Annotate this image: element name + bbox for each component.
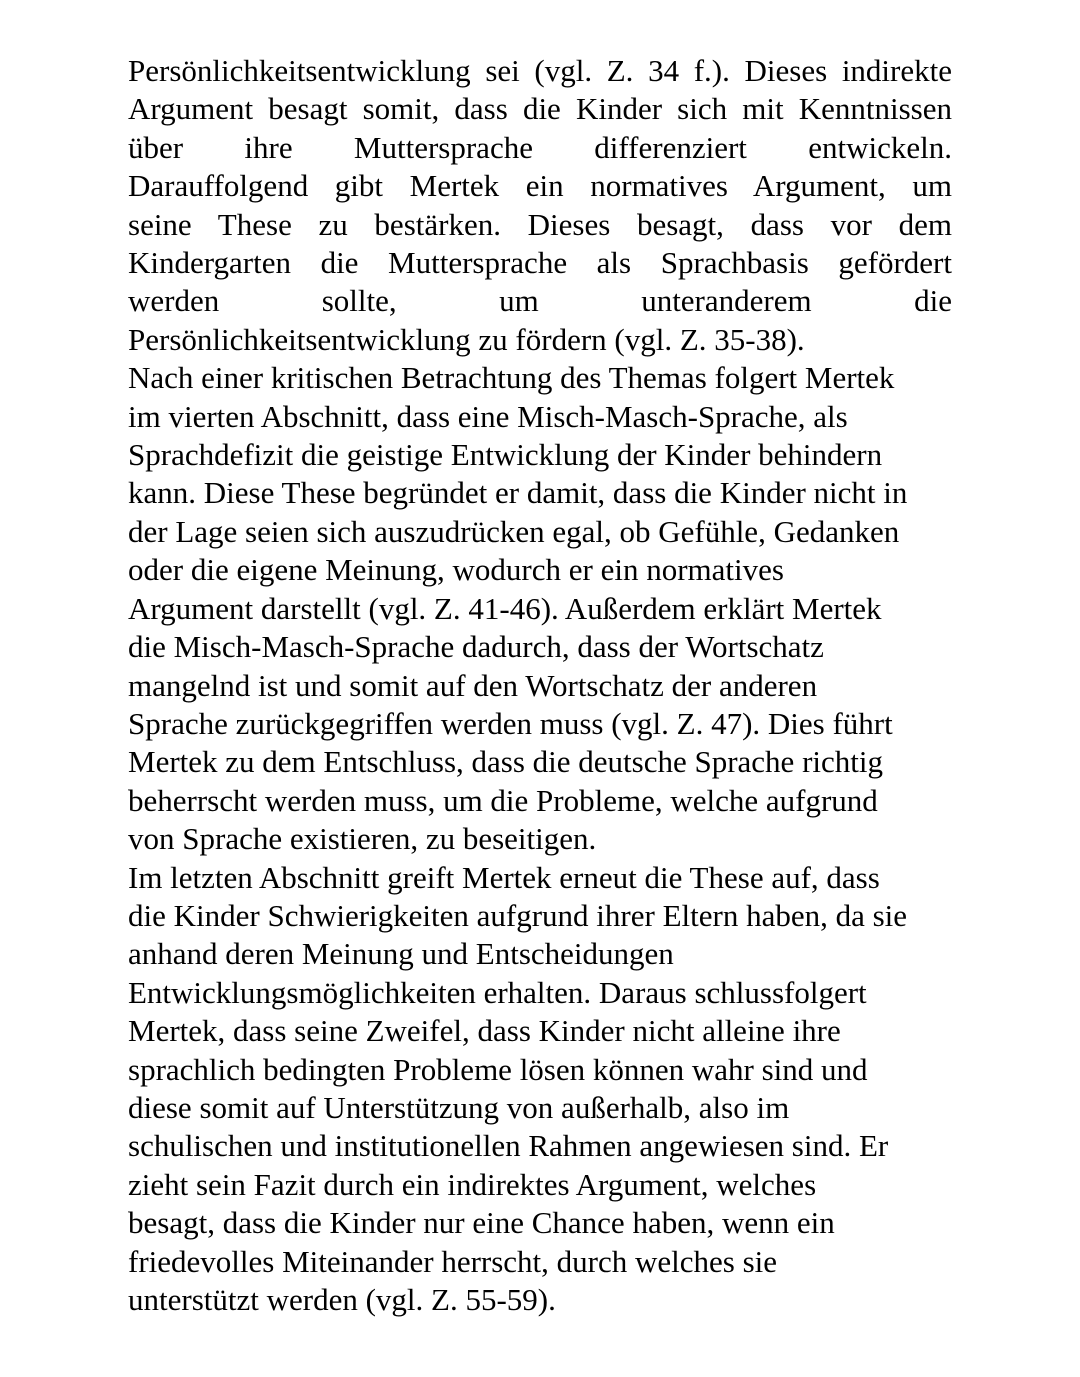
word: über [128, 129, 184, 165]
text-line: unterstützt werden (vgl. Z. 55-59). [128, 1282, 556, 1317]
word: unteranderem [641, 283, 812, 319]
text-line: Im letzten Abschnitt greift Mertek erneut die These auf, dass [128, 859, 880, 895]
text-line: Nach einer kritischen Betrachtung des Themas folgert Mertek [128, 360, 895, 396]
text-line: sprachlich bedingten Probleme lösen können wahr sind und [128, 1051, 868, 1087]
text-line: Entwicklungsmöglichkeiten erhalten. Daraus schlussfolgert [128, 974, 867, 1010]
word: ihre [244, 129, 293, 165]
document-page [128, 52, 952, 1319]
word: differenziert [594, 129, 747, 165]
text-line: diese somit auf Unterstützung von außerhalb, also im [128, 1089, 790, 1125]
text-line: Darauffolgend gibt Mertek ein normatives Argument, um [128, 168, 952, 204]
text-line: oder die eigene Meinung, wodurch er ein normatives [128, 552, 784, 588]
text-line: anhand deren Meinung und Entscheidungen [128, 936, 674, 972]
text-line: besagt, dass die Kinder nur eine Chance haben, wenn ein [128, 1205, 835, 1241]
text-line: Persönlichkeitsentwicklung sei (vgl. Z. 34 f.). Dieses indirekte [128, 53, 952, 88]
word: Muttersprache [353, 129, 533, 165]
text-line: Persönlichkeitsentwicklung zu fördern (vgl. Z. 35-38). [128, 321, 805, 357]
text-line: im vierten Abschnitt, dass eine Misch-Masch-Sprache, als [128, 398, 848, 434]
text-line: Sprache zurückgegriffen werden muss (vgl. Z. 47). Dies führt [128, 705, 893, 741]
text-line: beherrscht werden muss, um die Probleme, welche aufgrund [128, 782, 878, 818]
text-line: seine These zu bestärken. Dieses besagt, dass vor dem [128, 206, 952, 242]
word: werden [128, 283, 220, 319]
text-line: von Sprache existieren, zu beseitigen. [128, 821, 597, 857]
text-line: die Misch-Masch-Sprache dadurch, dass der Wortschatz [128, 629, 824, 665]
paragraph-3 [128, 859, 952, 1320]
text-line: mangelnd ist und somit auf den Wortschatz der anderen [128, 667, 818, 703]
text-line [128, 282, 952, 320]
text-line: friedevolles Miteinander herrscht, durch welches sie [128, 1243, 778, 1279]
paragraph-2 [128, 359, 952, 858]
word: sollte, [321, 283, 397, 319]
word: die [914, 283, 952, 319]
text-line: Sprachdefizit die geistige Entwicklung der Kinder behindern [128, 437, 883, 473]
text-line: Kindergarten die Muttersprache als Sprachbasis gefördert [128, 245, 952, 281]
paragraph-1 [128, 52, 952, 359]
text-line: schulischen und institutionellen Rahmen angewiesen sind. Er [128, 1128, 889, 1164]
text-line: zieht sein Fazit durch ein indirektes Argument, welches [128, 1166, 817, 1202]
text-line: kann. Diese These begründet er damit, dass die Kinder nicht in [128, 475, 908, 511]
text-line: Argument besagt somit, dass die Kinder sich mit Kenntnissen [128, 91, 952, 127]
text-line: Argument darstellt (vgl. Z. 41-46). Außerdem erklärt Mertek [128, 590, 882, 626]
text-line: der Lage seien sich auszudrücken egal, ob Gefühle, Gedanken [128, 513, 900, 549]
text-line: Mertek zu dem Entschluss, dass die deutsche Sprache richtig [128, 744, 883, 780]
text-line: die Kinder Schwierigkeiten aufgrund ihrer Eltern haben, da sie [128, 897, 908, 933]
text-line: Mertek, dass seine Zweifel, dass Kinder nicht alleine ihre [128, 1013, 841, 1049]
word: entwickeln. [808, 129, 952, 165]
text-line [128, 129, 952, 167]
word: um [499, 283, 539, 319]
